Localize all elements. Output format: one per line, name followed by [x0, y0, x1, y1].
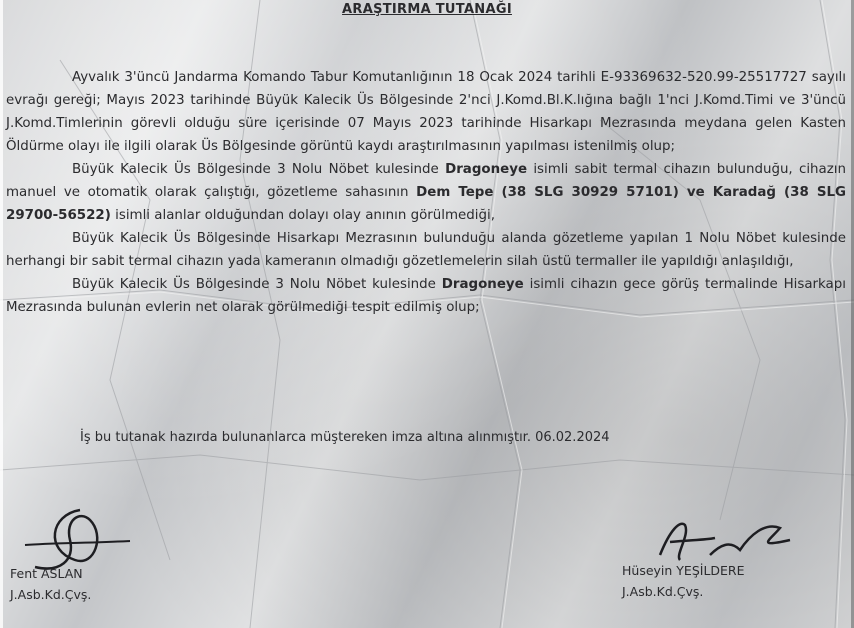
text-run: Ayvalık 3'üncü Jandarma Komando Tabur Komutanlığının 18 Ocak 2024 tarihli E-93369632-520.99-25517727 sayılı evrağı gereği; Mayıs 2023 tarihinde Büyük Kalecik Üs Bölgesinde 2'nci J.Komd.Bl.K.lığına bağlı 1'nci J.Komd.Timi ve 3'üncü J.Komd.Timlerinin görevli olduğu süre içerisinde 07 Mayıs 2023 tarihinde Hisarkapı Mezrasında meydana gelen Kasten Öldürme olayı ile ilgili olarak Üs Bölgesinde görüntü kaydı araştırılmasının yapılması istenilmiş olup; — [6, 70, 846, 154]
document-title: ARAŞTIRMA TUTANAĞI — [342, 2, 512, 17]
signatory-left — [10, 563, 91, 605]
text-run: isimli sabit termal cihazın bulunduğu, cihazın manuel ve otomatik olarak çalıştığı, gözetleme sahasının — [6, 162, 846, 200]
body-paragraph — [6, 273, 846, 319]
text-run: Büyük Kalecik Üs Bölgesinde Hisarkapı Mezrasının bulunduğu alanda gözetleme yapılan 1 Nolu Nöbet kulesinde herhangi bir sabit termal cihazın yada kameranın olmadığı gözetlemelerin silah üstü termaller ile yapıldığı anlaşıldığı, — [6, 231, 846, 269]
body-paragraph — [6, 227, 846, 273]
signatory-right-name: Hüseyin YEŞİLDERE — [622, 563, 745, 578]
text-run: Büyük Kalecik Üs Bölgesinde 3 Nolu Nöbet kulesinde — [72, 277, 442, 292]
text-run: Büyük Kalecik Üs Bölgesinde 3 Nolu Nöbet kulesinde — [72, 162, 446, 177]
bold-text-run: Dem Tepe (38 SLG 30929 57101) ve Karadağ (38 SLG 29700-56522) — [6, 185, 846, 223]
signatory-left-rank: J.Asb.Kd.Çvş. — [10, 587, 92, 602]
document-body — [6, 66, 846, 319]
text-run: isimli cihazın gece görüş termalinde Hisarkapı Mezrasında bulunan evlerin net olarak görülmediği tespit edilmiş olup; — [6, 277, 846, 315]
bold-text-run: Dragoneye — [445, 162, 528, 177]
bold-text-run: Dragoneye — [441, 277, 524, 292]
signatory-left-name: Fent ASLAN — [10, 566, 83, 581]
signatory-right — [622, 560, 745, 602]
body-paragraph — [6, 66, 846, 158]
body-paragraph — [6, 158, 846, 227]
closing-statement: İş bu tutanak hazırda bulunanlarca müştereken imza altına alınmıştır. 06.02.2024 — [80, 430, 610, 445]
signatory-right-rank: J.Asb.Kd.Çvş. — [622, 584, 704, 599]
text-run: isimli alanlar olduğundan dolayı olay anının görülmediği, — [110, 208, 495, 223]
